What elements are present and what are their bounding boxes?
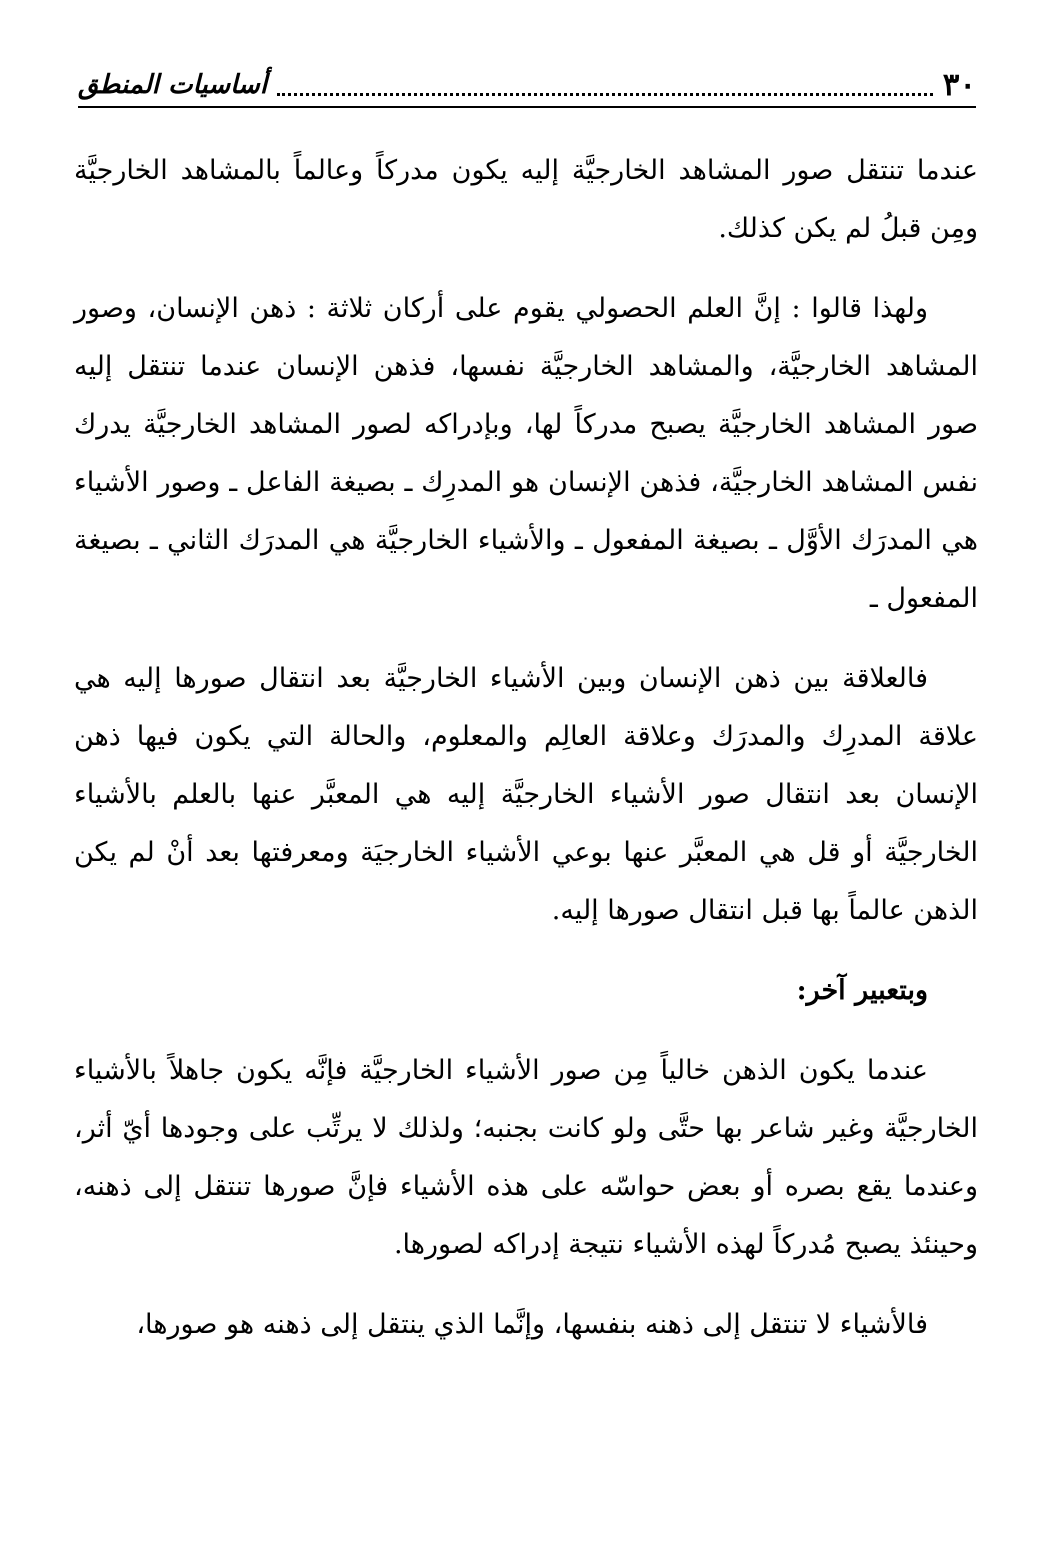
page-number: ٣٠ xyxy=(942,67,976,103)
subheading-in-other-words: وبتعبير آخر: xyxy=(796,975,928,1006)
paragraph-things-forms: فالأشياء لا تنتقل إلى ذهنه بنفسها، وإنَّما الذي ينتقل إلى ذهنه هو صورها، xyxy=(136,1309,928,1340)
header-dotted-leader xyxy=(277,93,933,96)
paragraph-knowledge-pillars: ولهذا قالوا : إنَّ العلم الحصولي يقوم على أركان ثلاثة : ذهن الإنسان، وصور المشاهد الخارجيَّة، والمشاهد الخارجيَّة نفسها، فذهن الإنسان عندما تنتقل إليه صور المشاهد الخارجيَّة يصبح مدركاً لها، وبإدراكه لصور المشاهد الخارجيَّة يدرك نفس المشاهد الخارجيَّة، فذهن الإنسان هو المدرِك ـ بصيغة الفاعل ـ وصور الأشياء هي المدرَك الأوَّل ـ بصيغة المفعول ـ والأشياء الخارجيَّة هي المدرَك الثاني ـ بصيغة المفعول ـ xyxy=(74,293,978,614)
paragraph-empty-mind: عندما يكون الذهن خالياً مِن صور الأشياء الخارجيَّة فإنَّه يكون جاهلاً بالأشياء الخارجيَّة وغير شاعر بها حتَّى ولو كانت بجنبه؛ ولذلك لا يرتِّب على وجودها أيّ أثر، وعندما يقع بصره أو بعض حواسّه على هذه الأشياء فإنَّ صورها تنتقل إلى ذهنه، وحينئذ يصبح مُدركاً لهذه الأشياء نتيجة إدراكه لصورها. xyxy=(74,1055,978,1260)
running-title: أساسيات المنطق xyxy=(78,70,268,100)
paragraph-continued: عندما تنتقل صور المشاهد الخارجيَّة إليه يكون مدركاً وعالماً بالمشاهد الخارجيَّة ومِن قبلُ لم يكن كذلك. xyxy=(74,155,978,244)
page-body xyxy=(74,142,978,1376)
paragraph-relation: فالعلاقة بين ذهن الإنسان وبين الأشياء الخارجيَّة بعد انتقال صورها إليه هي علاقة المدرِك والمدرَك وعلاقة العالِم والمعلوم، والحالة التي يكون فيها ذهن الإنسان بعد انتقال صور الأشياء الخارجيَّة إليه هي المعبَّر عنها بالعلم بالأشياء الخارجيَّة أو قل هي المعبَّر عنها بوعي الأشياء الخارجيَة ومعرفتها بعد أنْ لم يكن الذهن عالماً بها قبل انتقال صورها إليه. xyxy=(74,663,978,926)
page-header xyxy=(78,62,976,108)
